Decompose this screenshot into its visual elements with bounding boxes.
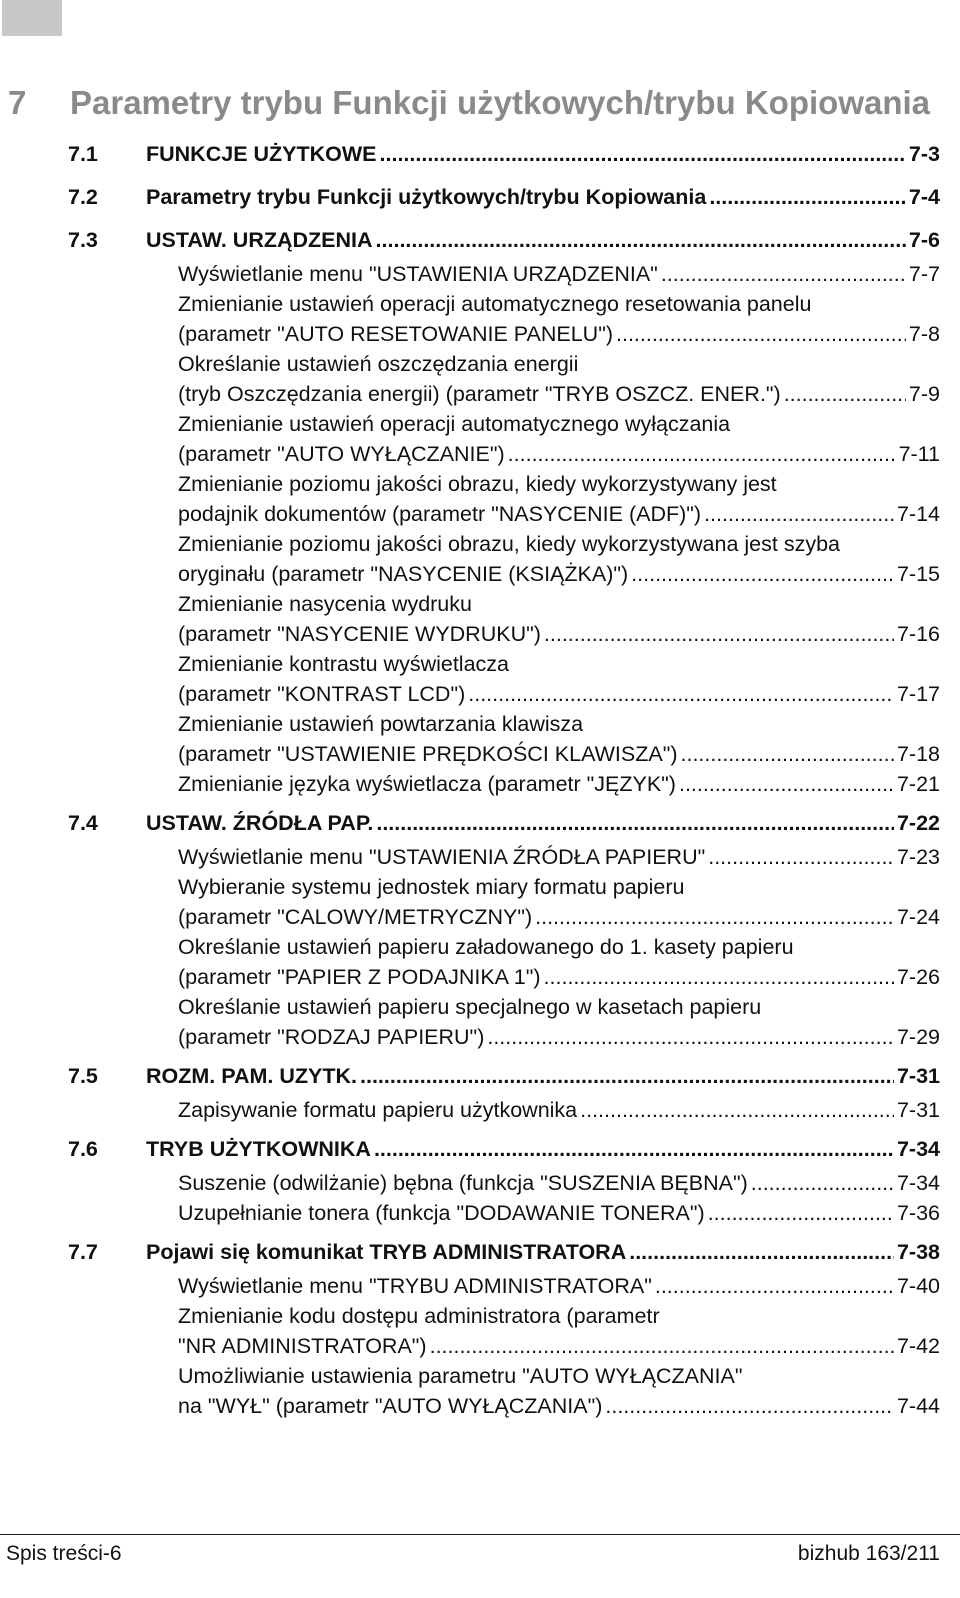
dot-leader bbox=[629, 1234, 894, 1271]
entry-last-line bbox=[178, 1168, 940, 1198]
entry-title-line: Umożliwianie ustawienia parametru "AUTO WYŁĄCZANIA" bbox=[178, 1364, 743, 1388]
toc-section bbox=[68, 222, 940, 799]
entry-last-line bbox=[178, 259, 940, 289]
toc-entry[interactable] bbox=[68, 469, 940, 529]
entry-page-number: 7-36 bbox=[896, 1201, 940, 1225]
entry-title-line: Zmienianie ustawień powtarzania klawisza bbox=[178, 712, 584, 736]
entry-title-line: Suszenie (odwilżanie) bębna (funkcja "SUSZENIA BĘBNA") bbox=[178, 1171, 748, 1195]
section-title: Pojawi się komunikat TRYB ADMINISTRATORA bbox=[146, 1240, 627, 1264]
entry-page-number: 7-31 bbox=[896, 1098, 940, 1122]
entry-page-number: 7-42 bbox=[896, 1334, 940, 1358]
toc-entry[interactable] bbox=[68, 1301, 940, 1361]
toc-section-heading[interactable] bbox=[68, 1058, 940, 1095]
entry-last-line bbox=[178, 499, 940, 529]
dot-leader bbox=[468, 679, 894, 709]
entry-last-line bbox=[178, 842, 940, 872]
toc-section bbox=[68, 805, 940, 1052]
section-title: FUNKCJE UŻYTKOWE bbox=[146, 142, 377, 166]
dot-leader bbox=[544, 619, 894, 649]
toc-section-heading[interactable] bbox=[68, 179, 940, 216]
entry-title-line: Zmienianie kodu dostępu administratora (parametr bbox=[178, 1304, 660, 1328]
entry-page-number: 7-15 bbox=[896, 562, 940, 586]
entry-title-line: Wyświetlanie menu "TRYBU ADMINISTRATORA" bbox=[178, 1274, 652, 1298]
entry-title-line: (parametr "AUTO RESETOWANIE PANELU") bbox=[178, 322, 613, 346]
entry-page-number: 7-26 bbox=[896, 965, 940, 989]
dot-leader bbox=[508, 439, 896, 469]
dot-leader bbox=[374, 1131, 894, 1168]
toc-entry[interactable] bbox=[68, 769, 940, 799]
toc-entry[interactable] bbox=[68, 1361, 940, 1421]
toc-entry[interactable] bbox=[68, 649, 940, 709]
entry-last-line bbox=[178, 962, 940, 992]
entry-title-line: Zmienianie poziomu jakości obrazu, kiedy wykorzystywana jest szyba bbox=[178, 532, 840, 556]
entry-page-number: 7-29 bbox=[896, 1025, 940, 1049]
entry-title-line: Zmienianie ustawień operacji automatycznego wyłączania bbox=[178, 412, 731, 436]
dot-leader bbox=[708, 1198, 894, 1228]
dot-leader bbox=[376, 805, 894, 842]
entry-page-number: 7-14 bbox=[896, 502, 940, 526]
entry-last-line bbox=[178, 1198, 940, 1228]
corner-tab-marker bbox=[2, 0, 62, 36]
entry-last-line bbox=[178, 619, 940, 649]
entry-page-number: 7-7 bbox=[908, 262, 940, 286]
section-number: 7.4 bbox=[68, 811, 98, 835]
dot-leader bbox=[708, 842, 894, 872]
toc-entry[interactable] bbox=[68, 1168, 940, 1198]
entry-title-line: oryginału (parametr "NASYCENIE (KSIĄŻKA)") bbox=[178, 562, 629, 586]
entry-last-line bbox=[178, 319, 940, 349]
dot-leader bbox=[535, 902, 894, 932]
toc-section bbox=[68, 1058, 940, 1125]
entry-page-number: 7-40 bbox=[896, 1274, 940, 1298]
entry-title-line: (parametr "USTAWIENIE PRĘDKOŚCI KLAWISZA") bbox=[178, 742, 678, 766]
entry-page-number: 7-8 bbox=[908, 322, 940, 346]
entry-title-line: Wybieranie systemu jednostek miary formatu papieru bbox=[178, 875, 685, 899]
entry-page-number: 7-44 bbox=[896, 1394, 940, 1418]
toc-entry[interactable] bbox=[68, 1198, 940, 1228]
entry-page-number: 7-18 bbox=[896, 742, 940, 766]
entry-title-line: (parametr "PAPIER Z PODAJNIKA 1") bbox=[178, 965, 541, 989]
dot-leader bbox=[679, 769, 894, 799]
dot-leader bbox=[661, 259, 906, 289]
section-number: 7.2 bbox=[68, 185, 98, 209]
toc-entry[interactable] bbox=[68, 349, 940, 409]
entry-title-line: Zmienianie ustawień operacji automatycznego resetowania panelu bbox=[178, 292, 812, 316]
entry-title-line: Wyświetlanie menu "USTAWIENIA ŹRÓDŁA PAPIERU" bbox=[178, 845, 706, 869]
section-number: 7.6 bbox=[68, 1137, 98, 1161]
entry-title-line: Zapisywanie formatu papieru użytkownika bbox=[178, 1098, 578, 1122]
dot-leader bbox=[580, 1095, 894, 1125]
toc-entry[interactable] bbox=[68, 529, 940, 589]
section-page-number: 7-4 bbox=[908, 185, 940, 209]
entry-last-line bbox=[178, 1095, 940, 1125]
toc-entry[interactable] bbox=[68, 289, 940, 349]
entry-page-number: 7-16 bbox=[896, 622, 940, 646]
section-number: 7.3 bbox=[68, 228, 98, 252]
dot-leader bbox=[681, 739, 894, 769]
section-page-number: 7-34 bbox=[896, 1137, 940, 1161]
page-footer bbox=[0, 1534, 960, 1565]
entry-last-line bbox=[178, 902, 940, 932]
section-number: 7.7 bbox=[68, 1240, 98, 1264]
dot-leader bbox=[605, 1391, 894, 1421]
toc-section-heading[interactable] bbox=[68, 1131, 940, 1168]
dot-leader bbox=[751, 1168, 894, 1198]
entry-page-number: 7-21 bbox=[896, 772, 940, 796]
section-page-number: 7-31 bbox=[896, 1064, 940, 1088]
toc-section-heading[interactable] bbox=[68, 805, 940, 842]
entry-title-line: (parametr "KONTRAST LCD") bbox=[178, 682, 466, 706]
entry-last-line bbox=[178, 1391, 940, 1421]
entry-title-line: Zmienianie kontrastu wyświetlacza bbox=[178, 652, 509, 676]
entry-page-number: 7-9 bbox=[908, 382, 940, 406]
section-title: ROZM. PAM. UZYTK. bbox=[146, 1064, 358, 1088]
toc-entry[interactable] bbox=[68, 1271, 940, 1301]
toc-section bbox=[68, 136, 940, 173]
entry-title-line: Uzupełnianie tonera (funkcja "DODAWANIE TONERA") bbox=[178, 1201, 705, 1225]
entry-last-line bbox=[178, 1022, 940, 1052]
entry-title-line: "NR ADMINISTRATORA") bbox=[178, 1334, 427, 1358]
toc-section-heading[interactable] bbox=[68, 222, 940, 259]
toc-entry[interactable] bbox=[68, 872, 940, 932]
section-title: USTAW. ŹRÓDŁA PAP. bbox=[146, 811, 374, 835]
toc-section bbox=[68, 1131, 940, 1228]
entry-last-line bbox=[178, 769, 940, 799]
table-of-contents bbox=[68, 136, 940, 1427]
entry-title-line: Zmienianie nasycenia wydruku bbox=[178, 592, 472, 616]
dot-leader bbox=[376, 222, 906, 259]
entry-last-line bbox=[178, 439, 940, 469]
toc-entry[interactable] bbox=[68, 709, 940, 769]
toc-entry[interactable] bbox=[68, 589, 940, 649]
dot-leader bbox=[360, 1058, 894, 1095]
entry-title-line: Zmienianie poziomu jakości obrazu, kiedy wykorzystywany jest bbox=[178, 472, 777, 496]
entry-title-line: (tryb Oszczędzania energii) (parametr "TRYB OSZCZ. ENER.") bbox=[178, 382, 781, 406]
entry-page-number: 7-34 bbox=[896, 1171, 940, 1195]
dot-leader bbox=[709, 179, 906, 216]
entry-page-number: 7-24 bbox=[896, 905, 940, 929]
toc-section-heading[interactable] bbox=[68, 1234, 940, 1271]
toc-entry[interactable] bbox=[68, 992, 940, 1052]
section-page-number: 7-3 bbox=[908, 142, 940, 166]
dot-leader bbox=[631, 559, 894, 589]
entry-title-line: Wyświetlanie menu "USTAWIENIA URZĄDZENIA" bbox=[178, 262, 658, 286]
section-title: USTAW. URZĄDZENIA bbox=[146, 228, 373, 252]
entry-last-line bbox=[178, 1331, 940, 1361]
entry-title-line: podajnik dokumentów (parametr "NASYCENIE (ADF)") bbox=[178, 502, 702, 526]
entry-last-line bbox=[178, 679, 940, 709]
toc-entry[interactable] bbox=[68, 259, 940, 289]
dot-leader bbox=[704, 499, 894, 529]
toc-entry[interactable] bbox=[68, 932, 940, 992]
toc-entry[interactable] bbox=[68, 842, 940, 872]
section-title: Parametry trybu Funkcji użytkowych/trybu Kopiowania bbox=[146, 185, 707, 209]
section-title: TRYB UŻYTKOWNIKA bbox=[146, 1137, 371, 1161]
toc-entry[interactable] bbox=[68, 1095, 940, 1125]
entry-last-line bbox=[178, 739, 940, 769]
dot-leader bbox=[655, 1271, 894, 1301]
entry-title-line: (parametr "RODZAJ PAPIERU") bbox=[178, 1025, 485, 1049]
dot-leader bbox=[380, 136, 906, 173]
entry-title-line: (parametr "AUTO WYŁĄCZANIE") bbox=[178, 442, 505, 466]
toc-section bbox=[68, 179, 940, 216]
entry-page-number: 7-17 bbox=[896, 682, 940, 706]
entry-last-line bbox=[178, 1271, 940, 1301]
dot-leader bbox=[487, 1022, 894, 1052]
dot-leader bbox=[430, 1331, 894, 1361]
dot-leader bbox=[616, 319, 906, 349]
chapter-title-text: Parametry trybu Funkcji użytkowych/trybu Kopiowania bbox=[70, 84, 931, 121]
entry-title-line: Zmienianie języka wyświetlacza (parametr "JĘZYK") bbox=[178, 772, 676, 796]
entry-title-line: Określanie ustawień papieru załadowanego do 1. kasety papieru bbox=[178, 935, 794, 959]
dot-leader bbox=[544, 962, 894, 992]
toc-entry[interactable] bbox=[68, 409, 940, 469]
entry-title-line: (parametr "CALOWY/METRYCZNY") bbox=[178, 905, 533, 929]
toc-section bbox=[68, 1234, 940, 1421]
entry-title-line: Określanie ustawień oszczędzania energii bbox=[178, 352, 579, 376]
section-page-number: 7-22 bbox=[896, 811, 940, 835]
section-number: 7.1 bbox=[68, 142, 98, 166]
entry-title-line: Określanie ustawień papieru specjalnego w kasetach papieru bbox=[178, 995, 762, 1019]
dot-leader bbox=[784, 379, 906, 409]
entry-title-line: na "WYŁ" (parametr "AUTO WYŁĄCZANIA") bbox=[178, 1394, 603, 1418]
entry-last-line bbox=[178, 379, 940, 409]
chapter-number: 7 bbox=[8, 84, 27, 121]
footer-product-name: bizhub 163/211 bbox=[797, 1542, 940, 1565]
entry-last-line bbox=[178, 559, 940, 589]
footer-page-label: Spis treści-6 bbox=[6, 1542, 122, 1565]
entry-title-line: (parametr "NASYCENIE WYDRUKU") bbox=[178, 622, 541, 646]
section-page-number: 7-6 bbox=[908, 228, 940, 252]
section-number: 7.5 bbox=[68, 1064, 98, 1088]
section-page-number: 7-38 bbox=[896, 1240, 940, 1264]
entry-page-number: 7-23 bbox=[896, 845, 940, 869]
toc-section-heading[interactable] bbox=[68, 136, 940, 173]
chapter-title bbox=[8, 83, 956, 123]
entry-page-number: 7-11 bbox=[898, 442, 940, 466]
